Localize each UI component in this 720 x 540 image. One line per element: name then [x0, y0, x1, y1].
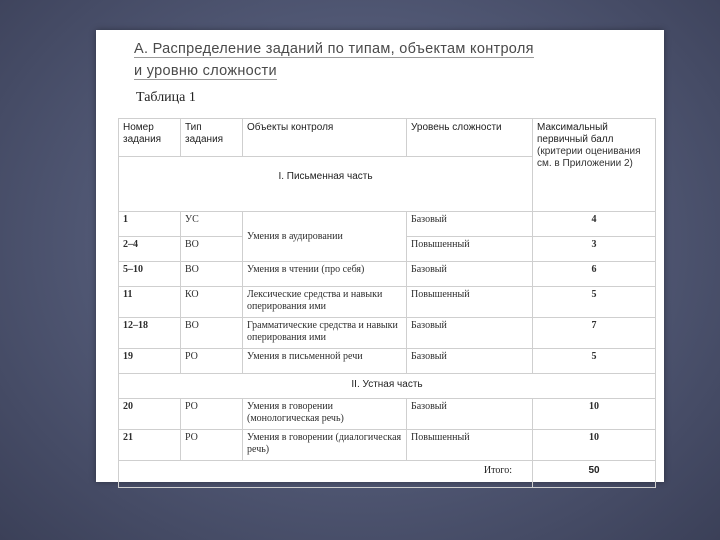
total-row	[119, 461, 656, 488]
cell-type: РО	[181, 349, 243, 374]
cell-level: Базовый	[407, 349, 533, 374]
cell-score: 4	[533, 212, 656, 237]
cell-score: 3	[533, 237, 656, 262]
table-row	[119, 349, 656, 374]
cell-score: 6	[533, 262, 656, 287]
table-row	[119, 318, 656, 349]
cell-number: 20	[119, 399, 181, 430]
header-objects: Объекты контроля	[243, 119, 407, 157]
cell-level: Базовый	[407, 262, 533, 287]
total-label: Итого:	[119, 461, 533, 488]
cell-score: 5	[533, 349, 656, 374]
cell-score: 10	[533, 399, 656, 430]
cell-objects: Умения в чтении (про себя)	[243, 262, 407, 287]
cell-level: Базовый	[407, 212, 533, 237]
table-row	[119, 287, 656, 318]
cell-score: 7	[533, 318, 656, 349]
section-title-oral: II. Устная часть	[119, 374, 656, 399]
cell-objects: Грамматические средства и навыки оперирования ими	[243, 318, 407, 349]
cell-type: КО	[181, 287, 243, 318]
cell-level: Повышенный	[407, 237, 533, 262]
cell-type: УС	[181, 212, 243, 237]
header-max-score	[533, 119, 656, 212]
section-row-oral	[119, 374, 656, 399]
cell-type: РО	[181, 430, 243, 461]
cell-objects: Умения в говорении (монологическая речь)	[243, 399, 407, 430]
header-number: Номер задания	[119, 119, 181, 157]
cell-type: РО	[181, 399, 243, 430]
cell-number: 21	[119, 430, 181, 461]
task-distribution-table	[118, 118, 656, 488]
cell-number: 5–10	[119, 262, 181, 287]
cell-number: 2–4	[119, 237, 181, 262]
cell-type: ВО	[181, 318, 243, 349]
table-row	[119, 262, 656, 287]
title-line-2: и уровню сложности	[134, 63, 277, 79]
cell-score: 5	[533, 287, 656, 318]
cell-objects: Лексические средства и навыки оперирования ими	[243, 287, 407, 318]
cell-type: ВО	[181, 237, 243, 262]
cell-type: ВО	[181, 262, 243, 287]
table-caption: Таблица 1	[136, 90, 196, 105]
table-header-row	[119, 119, 656, 157]
header-max-note: (критерии оценивания см. в Приложении 2)	[537, 146, 641, 169]
cell-number: 11	[119, 287, 181, 318]
header-max-label: Максимальный первичный балл	[537, 122, 614, 145]
cell-objects: Умения в говорении (диалогическая речь)	[243, 430, 407, 461]
cell-number: 12–18	[119, 318, 181, 349]
page-title	[134, 38, 634, 82]
title-line-1: А. Распределение заданий по типам, объектам контроля	[134, 41, 534, 57]
section-title-written: I. Письменная часть	[119, 157, 533, 212]
table-row	[119, 212, 656, 237]
cell-score: 10	[533, 430, 656, 461]
slide-page	[96, 30, 664, 482]
header-level: Уровень сложности	[407, 119, 533, 157]
cell-level: Повышенный	[407, 287, 533, 318]
cell-number: 1	[119, 212, 181, 237]
table-row	[119, 430, 656, 461]
header-type: Тип задания	[181, 119, 243, 157]
cell-objects: Умения в письменной речи	[243, 349, 407, 374]
cell-level: Повышенный	[407, 430, 533, 461]
cell-level: Базовый	[407, 318, 533, 349]
total-value: 50	[533, 461, 656, 488]
table-row	[119, 399, 656, 430]
cell-objects: Умения в аудировании	[243, 212, 407, 262]
cell-number: 19	[119, 349, 181, 374]
cell-level: Базовый	[407, 399, 533, 430]
